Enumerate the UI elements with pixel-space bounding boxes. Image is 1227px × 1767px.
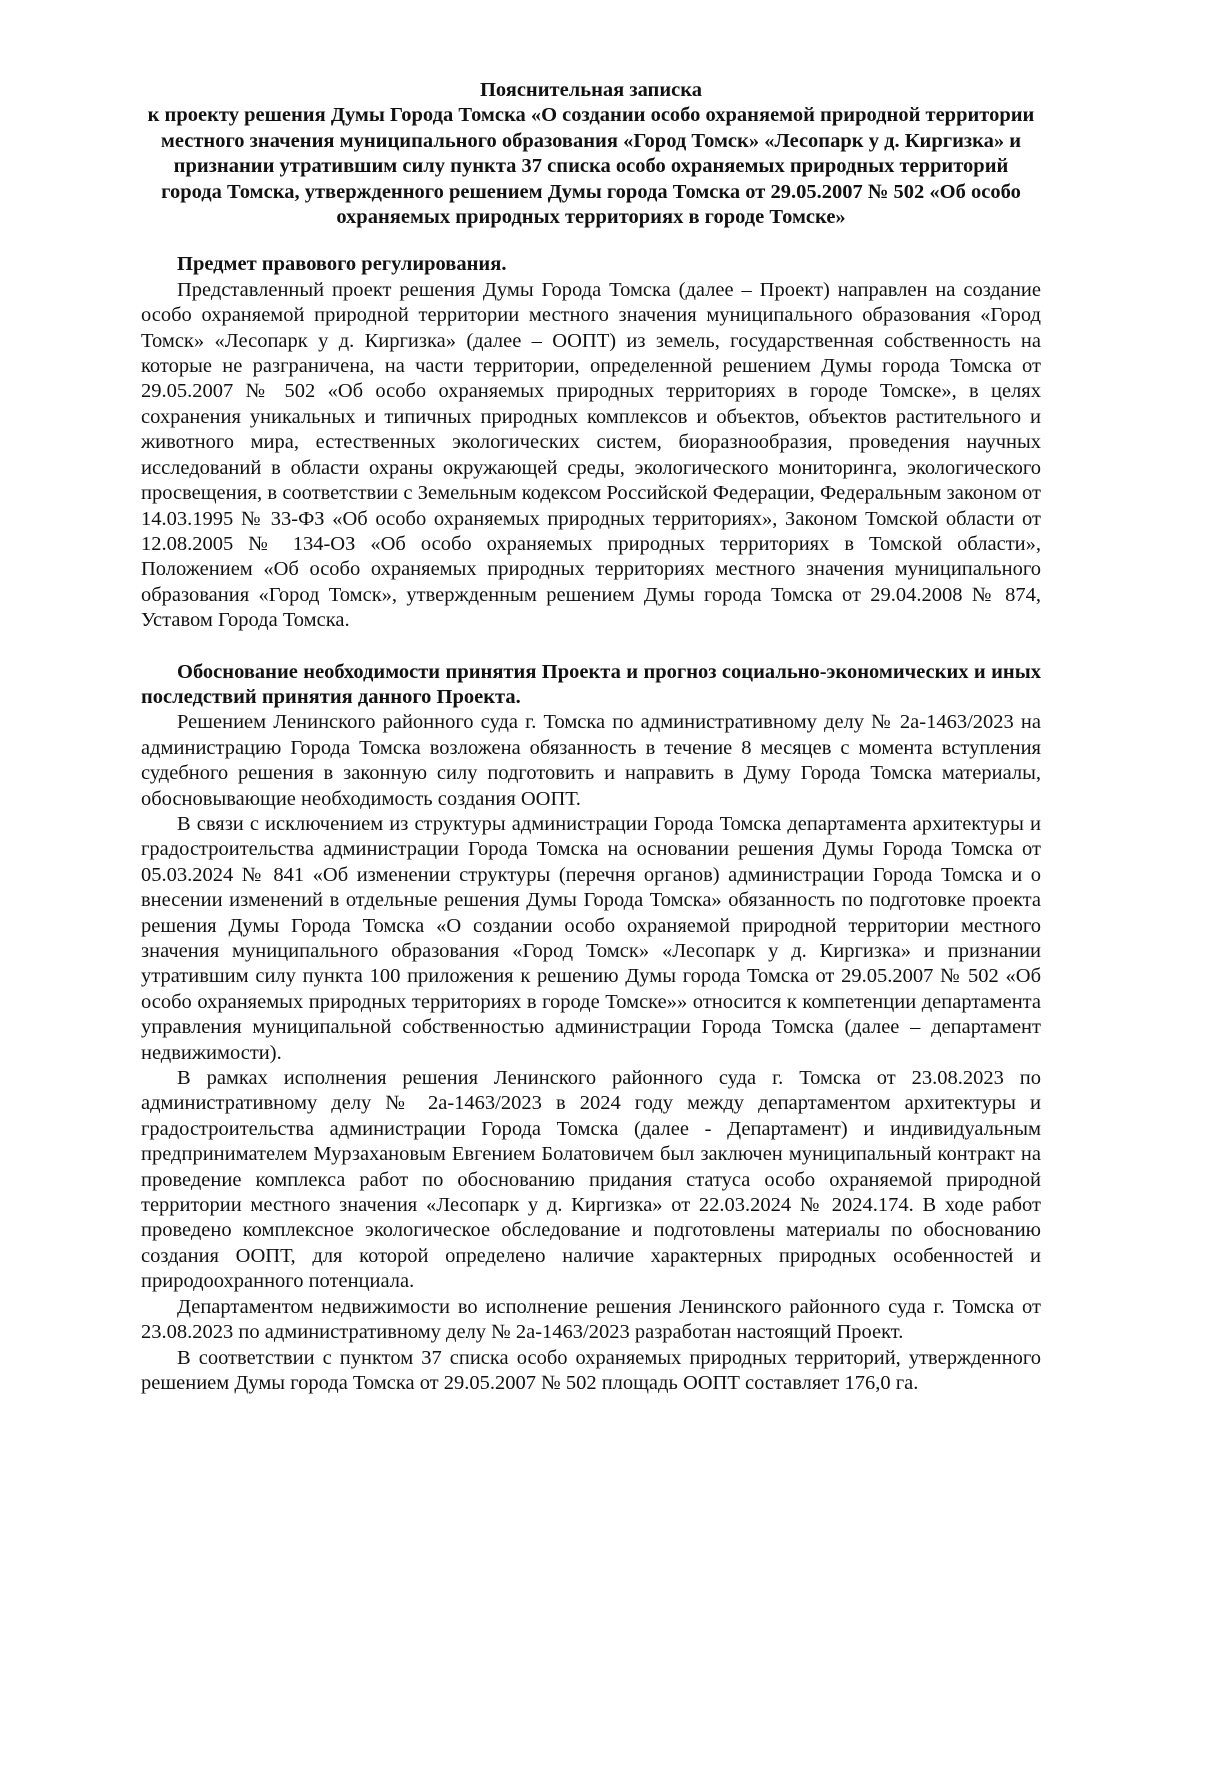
spacer	[141, 634, 1041, 660]
section-legal-regulation	[141, 252, 1041, 633]
paragraph: Представленный проект решения Думы Города Томска (далее – Проект) направлен на создание особо охраняемой природной территории местного значения муниципального образования «Город Томск» «Лесопарк у д. Киргизка» (далее – ООПТ) из земель, государственная собственность на которые не разграничена, на части территории, определенной решением Думы города Томска от 29.05.2007 № 502 «Об особо охраняемых природных территориях в городе Томске», в целях сохранения уникальных и типичных природных комплексов и объектов, объектов растительного и животного мира, естественных экологических систем, биоразнообразия, проведения научных исследований в области охраны окружающей среды, экологического мониторинга, экологического просвещения, в соответствии с Земельным кодексом Российской Федерации, Федеральным законом от 14.03.1995 № 33-ФЗ «Об особо охраняемых природных территориях», Законом Томской области от 12.08.2005 № 134-ОЗ «Об особо охраняемых природных территориях в Томской области», Положением «Об особо охраняемых природных территориях местного значения муниципального образования «Город Томск», утвержденным решением Думы города Томска от 29.04.2008 № 874, Уставом Города Томска.	[141, 278, 1041, 632]
document-subtitle: к проекту решения Думы Города Томска «О создании особо охраняемой природной территории местного значения муниципального образования «Город Томск» «Лесопарк у д. Киргизка» и признании утратившим силу пункта 37 списка особо охраняемых природных территорий города Томска, утвержденного решением Думы города Томска от 29.05.2007 № 502 «Об особо охраняемых природных территориях в городе Томске»	[147, 104, 1035, 229]
section-heading: Предмет правового регулирования.	[177, 253, 507, 276]
spacer	[141, 230, 1041, 252]
paragraph: Департаментом недвижимости во исполнение решения Ленинского районного суда г. Томска от 23.08.2023 по административному делу № 2а-1463/2023 разработан настоящий Проект.	[141, 1295, 1041, 1344]
paragraph: В рамках исполнения решения Ленинского районного суда г. Томска от 23.08.2023 по административному делу № 2а-1463/2023 в 2024 году между департаментом архитектуры и градостроительства администрации Города Томска (далее - Департамент) и индивидуальным предпринимателем Мурзахановым Евгением Болатовичем был заключен муниципальный контракт на проведение комплекса работ по обоснованию придания статуса особо охраняемой природной территории местного значения «Лесопарк у д. Киргизка» от 22.03.2024 № 2024.174. В ходе работ проведено комплексное экологическое обследование и подготовлены материалы по обоснованию создания ООПТ, для которой определено наличие характерных природных особенностей и природоохранного потенциала.	[141, 1067, 1041, 1293]
document-title-block	[141, 78, 1041, 230]
section-justification	[141, 660, 1041, 1397]
section-heading: Обоснование необходимости принятия Проекта и прогноз социально-экономических и иных последствий принятия данного Проекта.	[141, 660, 1041, 708]
document-page	[141, 78, 1041, 1396]
paragraph: Решением Ленинского районного суда г. Томска по административному делу № 2а-1463/2023 на администрацию Города Томска возложена обязанность в течение 8 месяцев с момента вступления судебного решения в законную силу подготовить и направить в Думу Города Томска материалы, обосновывающие необходимость создания ООПТ.	[141, 711, 1041, 810]
document-title: Пояснительная записка	[479, 79, 703, 101]
paragraph: В связи с исключением из структуры администрации Города Томска департамента архитектуры и градостроительства администрации Города Томска на основании решения Думы Города Томска от 05.03.2024 № 841 «Об изменении структуры (перечня органов) администрации Города Томска и о внесении изменений в отдельные решения Думы Города Томска» обязанность по подготовке проекта решения Думы Города Томска «О создании особо охраняемой природной территории местного значения муниципального образования «Город Томск» «Лесопарк у д. Киргизка» и признании утратившим силу пункта 100 приложения к решению Думы города Томска от 29.05.2007 № 502 «Об особо охраняемых природных территориях в городе Томске»» относится к компетенции департамента управления муниципальной собственностью администрации Города Томска (далее – департамент недвижимости).	[141, 812, 1041, 1064]
paragraph: В соответствии с пунктом 37 списка особо охраняемых природных территорий, утвержденного решением Думы города Томска от 29.05.2007 № 502 площадь ООПТ составляет 176,0 га.	[141, 1346, 1041, 1394]
